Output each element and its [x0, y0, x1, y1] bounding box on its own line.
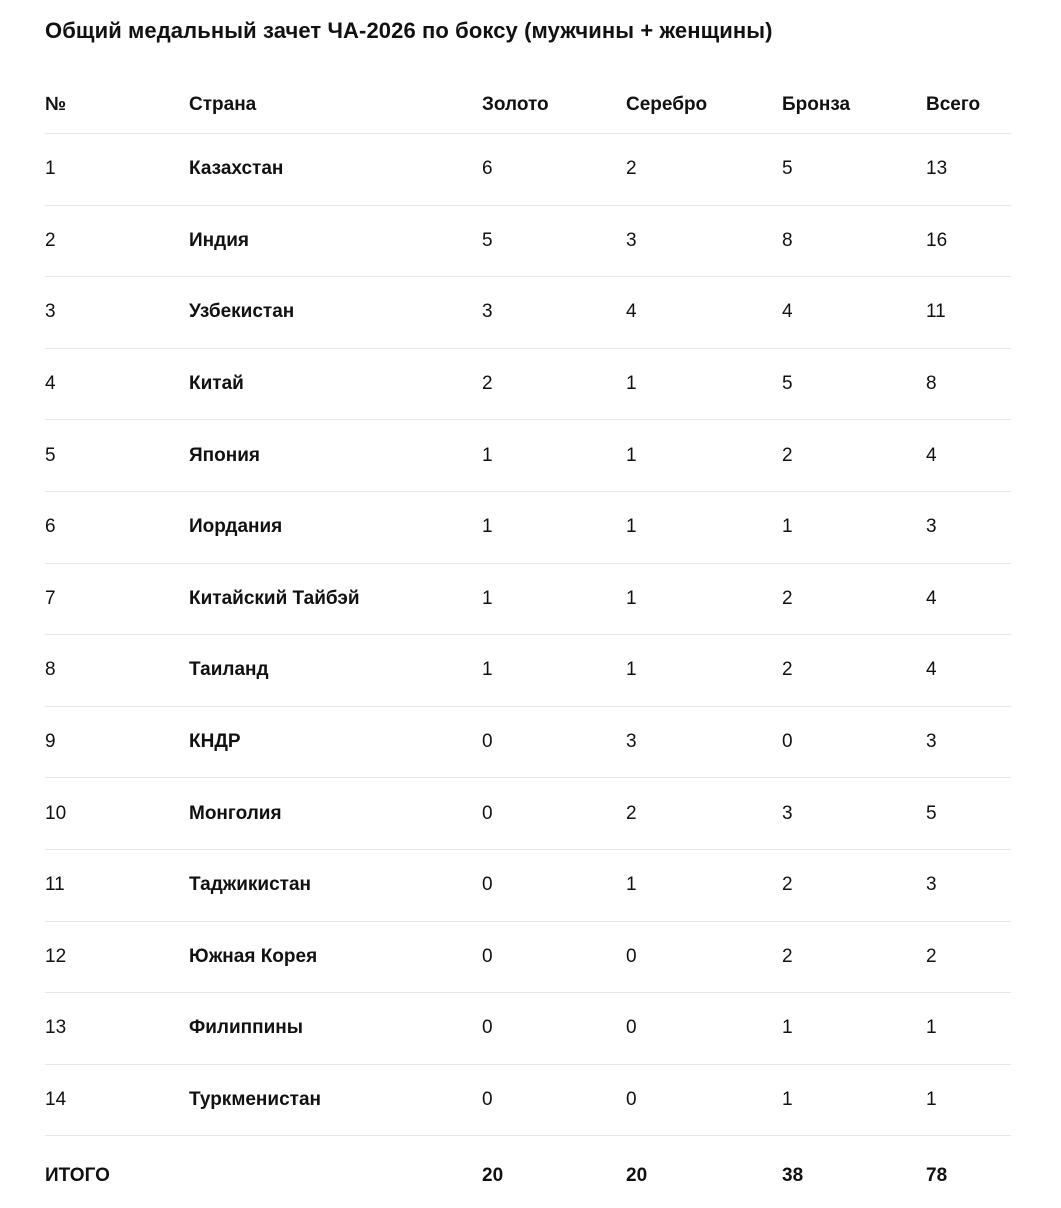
column-header-total: Всего: [926, 93, 981, 115]
table-header-row: [45, 70, 1011, 134]
cell-silver: 1: [626, 587, 637, 609]
cell-silver: 1: [626, 874, 637, 896]
cell-gold: 1: [482, 516, 493, 538]
column-header-bronze: Бронза: [782, 93, 851, 115]
totals-total: 78: [926, 1165, 948, 1187]
cell-bronze: 2: [782, 659, 793, 681]
cell-bronze: 1: [782, 1017, 793, 1039]
cell-gold: 0: [482, 1017, 493, 1039]
cell-bronze: 5: [782, 158, 793, 180]
cell-total: 3: [926, 874, 937, 896]
cell-gold: 2: [482, 373, 493, 395]
cell-country: КНДР: [189, 731, 241, 753]
cell-rank: 8: [45, 659, 56, 681]
cell-rank: 9: [45, 731, 56, 753]
cell-rank: 12: [45, 945, 67, 967]
cell-bronze: 1: [782, 516, 793, 538]
cell-rank: 4: [45, 373, 56, 395]
cell-rank: 13: [45, 1017, 67, 1039]
table-row: [45, 707, 1011, 779]
table-row: [45, 277, 1011, 349]
totals-label: ИТОГО: [45, 1165, 110, 1187]
cell-total: 4: [926, 659, 937, 681]
cell-bronze: 2: [782, 945, 793, 967]
totals-gold: 20: [482, 1165, 504, 1187]
cell-silver: 3: [626, 731, 637, 753]
column-header-silver: Серебро: [626, 93, 708, 115]
totals-bronze: 38: [782, 1165, 804, 1187]
cell-country: Казахстан: [189, 158, 284, 180]
column-header-rank: №: [45, 93, 67, 115]
cell-gold: 3: [482, 301, 493, 323]
cell-gold: 0: [482, 1089, 493, 1111]
cell-total: 3: [926, 516, 937, 538]
cell-country: Китай: [189, 373, 244, 395]
cell-gold: 1: [482, 444, 493, 466]
table-row: [45, 850, 1011, 922]
cell-gold: 0: [482, 874, 493, 896]
cell-country: Индия: [189, 229, 249, 251]
table-row: [45, 778, 1011, 850]
cell-country: Иордания: [189, 516, 283, 538]
cell-total: 2: [926, 945, 937, 967]
table-body: [45, 134, 1011, 1136]
cell-silver: 1: [626, 444, 637, 466]
cell-total: 16: [926, 229, 948, 251]
cell-total: 1: [926, 1089, 937, 1111]
cell-gold: 1: [482, 587, 493, 609]
cell-rank: 2: [45, 229, 56, 251]
cell-bronze: 4: [782, 301, 793, 323]
cell-silver: 2: [626, 158, 637, 180]
cell-rank: 5: [45, 444, 56, 466]
cell-total: 5: [926, 802, 937, 824]
cell-bronze: 5: [782, 373, 793, 395]
cell-gold: 0: [482, 731, 493, 753]
column-header-country: Страна: [189, 93, 257, 115]
cell-silver: 1: [626, 516, 637, 538]
cell-gold: 5: [482, 229, 493, 251]
cell-rank: 7: [45, 587, 56, 609]
cell-rank: 1: [45, 158, 56, 180]
cell-country: Филиппины: [189, 1017, 303, 1039]
cell-country: Туркменистан: [189, 1089, 322, 1111]
cell-silver: 0: [626, 1089, 637, 1111]
cell-silver: 1: [626, 659, 637, 681]
cell-bronze: 0: [782, 731, 793, 753]
cell-total: 3: [926, 731, 937, 753]
cell-rank: 10: [45, 802, 67, 824]
cell-silver: 2: [626, 802, 637, 824]
cell-bronze: 1: [782, 1089, 793, 1111]
cell-total: 1: [926, 1017, 937, 1039]
cell-country: Монголия: [189, 802, 282, 824]
table-row: [45, 1065, 1011, 1137]
table-row: [45, 635, 1011, 707]
cell-country: Китайский Тайбэй: [189, 587, 360, 609]
cell-gold: 1: [482, 659, 493, 681]
cell-silver: 4: [626, 301, 637, 323]
totals-row: [45, 1136, 1011, 1208]
cell-silver: 0: [626, 945, 637, 967]
cell-total: 4: [926, 444, 937, 466]
medal-table: [45, 70, 1011, 1208]
cell-country: Южная Корея: [189, 945, 318, 967]
cell-bronze: 2: [782, 444, 793, 466]
table-row: [45, 349, 1011, 421]
cell-bronze: 3: [782, 802, 793, 824]
cell-rank: 11: [45, 874, 65, 896]
cell-country: Япония: [189, 444, 260, 466]
cell-rank: 6: [45, 516, 56, 538]
cell-total: 4: [926, 587, 937, 609]
cell-gold: 0: [482, 802, 493, 824]
cell-silver: 0: [626, 1017, 637, 1039]
cell-bronze: 2: [782, 874, 793, 896]
table-row: [45, 206, 1011, 278]
column-header-gold: Золото: [482, 93, 549, 115]
cell-total: 11: [926, 301, 946, 323]
cell-total: 13: [926, 158, 948, 180]
cell-gold: 6: [482, 158, 493, 180]
table-row: [45, 420, 1011, 492]
table-row: [45, 492, 1011, 564]
cell-country: Таиланд: [189, 659, 269, 681]
cell-rank: 14: [45, 1089, 67, 1111]
cell-silver: 1: [626, 373, 637, 395]
cell-bronze: 8: [782, 229, 793, 251]
totals-silver: 20: [626, 1165, 648, 1187]
cell-country: Узбекистан: [189, 301, 295, 323]
cell-silver: 3: [626, 229, 637, 251]
cell-total: 8: [926, 373, 937, 395]
page-title: Общий медальный зачет ЧА-2026 по боксу (мужчины + женщины): [45, 18, 773, 43]
table-row: [45, 993, 1011, 1065]
cell-gold: 0: [482, 945, 493, 967]
cell-bronze: 2: [782, 587, 793, 609]
cell-country: Таджикистан: [189, 874, 312, 896]
table-row: [45, 564, 1011, 636]
cell-rank: 3: [45, 301, 56, 323]
table-row: [45, 134, 1011, 206]
table-row: [45, 922, 1011, 994]
